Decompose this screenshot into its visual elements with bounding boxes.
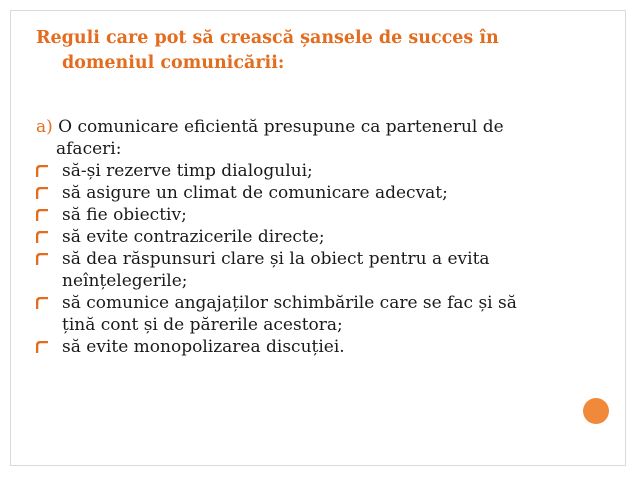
- bullet-item: [36, 292, 596, 336]
- bullet-item: [36, 204, 596, 226]
- intro-marker: a): [36, 117, 53, 137]
- bullet-item: [36, 248, 596, 292]
- curved-arrow-bullet-icon: [36, 165, 48, 177]
- bullet-item: [36, 226, 596, 248]
- bullet-item: [36, 336, 596, 358]
- curved-arrow-bullet-icon: [36, 231, 48, 243]
- title-line-1: Reguli care pot să crească șansele de succes în: [36, 28, 499, 48]
- curved-arrow-bullet-icon: [36, 341, 48, 353]
- intro-paragraph: [36, 116, 596, 160]
- bullet-item: [36, 182, 596, 204]
- bullet-item: [36, 160, 596, 182]
- curved-arrow-bullet-icon: [36, 253, 48, 265]
- curved-arrow-bullet-icon: [36, 209, 48, 221]
- slide-title: [36, 26, 596, 76]
- bullet-list: [36, 160, 596, 358]
- bullet-text-line: să-și rezerve timp dialogului;: [62, 161, 313, 181]
- bullet-text-line: să comunice angajaților schimbările care se fac și să: [62, 293, 517, 313]
- bullet-text-line: să fie obiectiv;: [62, 205, 187, 225]
- curved-arrow-bullet-icon: [36, 187, 48, 199]
- title-line-2: domeniul comunicării:: [62, 53, 285, 73]
- intro-line-2: afaceri:: [56, 139, 122, 159]
- intro-line-1: O comunicare eficientă presupune ca partenerul de: [52, 117, 504, 137]
- bullet-text-line: neînțelegerile;: [62, 271, 188, 291]
- bullet-text-line: țină cont și de părerile acestora;: [62, 315, 343, 335]
- bullet-text-line: să evite contrazicerile directe;: [62, 227, 325, 247]
- bullet-text-line: să dea răspunsuri clare și la obiect pentru a evita: [62, 249, 490, 269]
- bullet-text-line: să asigure un climat de comunicare adecvat;: [62, 183, 448, 203]
- decorative-circle: [583, 398, 609, 424]
- bullet-text-line: să evite monopolizarea discuției.: [62, 337, 345, 357]
- slide-body: [36, 116, 596, 358]
- curved-arrow-bullet-icon: [36, 297, 48, 309]
